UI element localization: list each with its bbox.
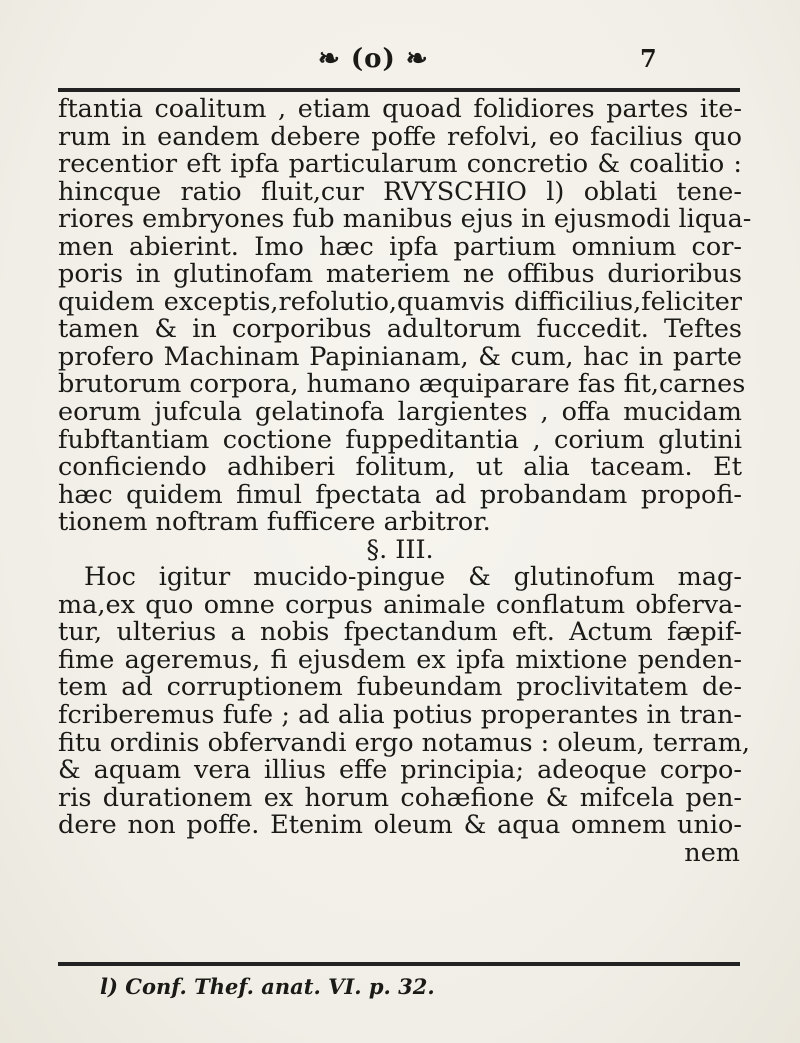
page-number: 7: [640, 44, 657, 73]
text-line: ftantia coalitum , etiam quoad folidiores partes ite-: [58, 94, 742, 124]
text-line: & aquam vera illius effe principia; adeoque corpo-: [58, 755, 742, 786]
text-line: fime ageremus, fi ejusdem ex ipfa mixtione penden-: [58, 644, 742, 675]
text-line: fitu ordinis obfervandi ergo notamus : oleum, terram,: [58, 727, 750, 758]
text-line: tamen & in corporibus adultorum fuccedit. Teftes: [58, 314, 742, 345]
text-line: rum in eandem debere poffe refolvi, eo facilius quo: [58, 121, 742, 152]
text-line: ris durationem ex horum cohæfione & mifcela pen-: [58, 782, 742, 813]
body-text: [58, 94, 752, 868]
text-line: men abierint. Imo hæc ipfa partium omnium cor-: [58, 231, 742, 262]
text-line: dere non poffe. Etenim oleum & aqua omnem unio-: [58, 810, 742, 841]
text-line: hæc quidem fimul fpectata ad probandam propofi-: [58, 479, 742, 510]
page-header: [0, 44, 800, 84]
section-heading: §. III.: [366, 534, 434, 565]
text-line: brutorum corpora, humano æquiparare fas fit,carnes: [58, 369, 746, 400]
text-line: recentior eft ipfa particularum concretio & coalitio :: [58, 149, 742, 180]
text-line: tionem noftram fufficere arbitror.: [58, 507, 491, 538]
text-line: profero Machinam Papinianam, & cum, hac in parte: [58, 341, 742, 372]
footnote: l) Conf. Thef. anat. VI. p. 32.: [100, 974, 435, 999]
text-line: tur, ulterius a nobis fpectandum eft. Actum fæpif-: [58, 617, 742, 648]
bottom-rule: [58, 962, 740, 966]
text-line: ma,ex quo omne corpus animale conflatum obferva-: [58, 589, 742, 620]
text-line: fcriberemus fufe ; ad alia potius properantes in tran-: [58, 700, 742, 731]
text-line: riores embryones fub manibus ejus in ejusmodi liqua-: [58, 204, 752, 235]
text-line: tem ad corruptionem fubeundam proclivitatem de-: [58, 672, 742, 703]
text-line: Hoc igitur mucido-pingue & glutinofum mag-: [84, 562, 742, 593]
text-line: conficiendo adhiberi folitum, ut alia taceam. Et: [58, 452, 742, 483]
text-line: poris in glutinofam materiem ne offibus durioribus: [58, 259, 742, 290]
text-line: quidem exceptis,refolutio,quamvis difficilius,feliciter: [58, 286, 742, 317]
text-line: fubftantiam coctione fuppeditantia , corium glutini: [58, 424, 742, 455]
header-ornament: ❧ (o) ❧: [318, 44, 429, 74]
text-line: eorum jufcula gelatinofa largientes , offa mucidam: [58, 397, 742, 428]
text-line: hincque ratio fluit,cur RVYSCHIO l) oblati tene-: [58, 176, 742, 207]
top-rule: [58, 88, 740, 92]
catchword: nem: [684, 837, 740, 868]
